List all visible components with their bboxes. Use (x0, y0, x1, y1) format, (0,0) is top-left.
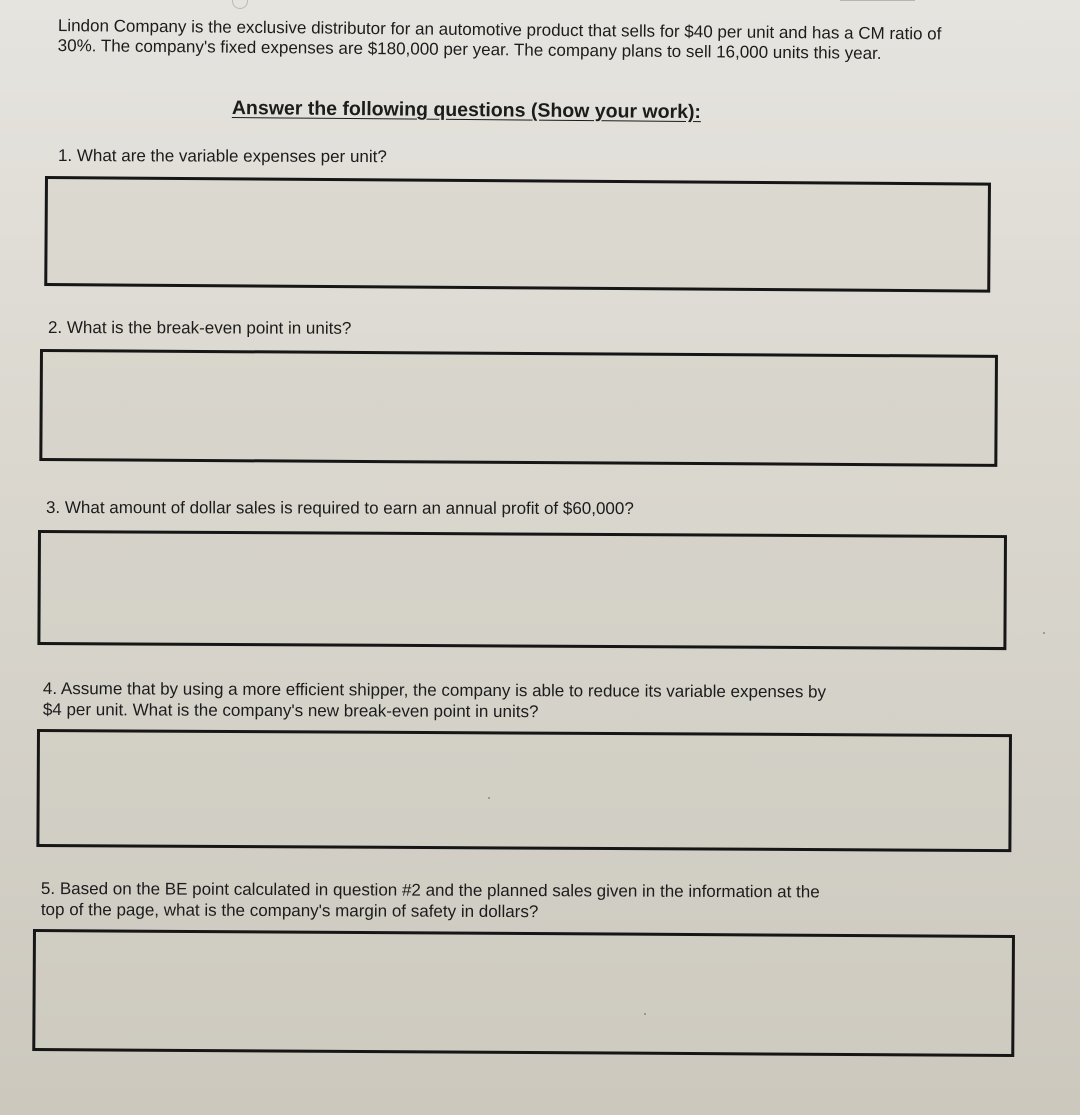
section-heading: Answer the following questions (Show your work): (231, 97, 702, 124)
answer-box-2[interactable] (39, 349, 998, 467)
paper-speck (488, 797, 490, 799)
question-3: 3. What amount of dollar sales is required to earn an annual profit of $60,000? (45, 498, 634, 519)
paper-edge-line (840, 0, 915, 1)
paper-speck (644, 1013, 646, 1015)
question-4-line-1: 4. Assume that by using a more efficient shipper, the company is able to reduce its variable expenses by (42, 679, 827, 702)
paper-speck (1043, 632, 1045, 634)
question-4-line-2: $4 per unit. What is the company's new break-even point in units? (42, 699, 539, 722)
paper-mark (232, 0, 248, 9)
answer-box-1[interactable] (44, 176, 991, 293)
answer-box-5[interactable] (32, 929, 1015, 1057)
answer-box-3[interactable] (37, 530, 1007, 650)
intro-paragraph: Lindon Company is the exclusive distributor for an automotive product that sells for $40 per unit and has a CM ratio of 30%. The company's fixed expenses are $180,000 per year. The company plans to sell 16,000 units this year. (57, 16, 942, 63)
question-5 (41, 878, 820, 923)
question-4 (43, 678, 826, 723)
question-5-line-2: top of the page, what is the company's margin of safety in dollars? (40, 899, 539, 922)
answer-box-4[interactable] (36, 729, 1012, 852)
question-1: 1. What are the variable expenses per unit? (57, 146, 387, 167)
question-2: 2. What is the break-even point in units? (47, 318, 352, 338)
question-5-line-1: 5. Based on the BE point calculated in question #2 and the planned sales given in the information at the (40, 879, 820, 902)
